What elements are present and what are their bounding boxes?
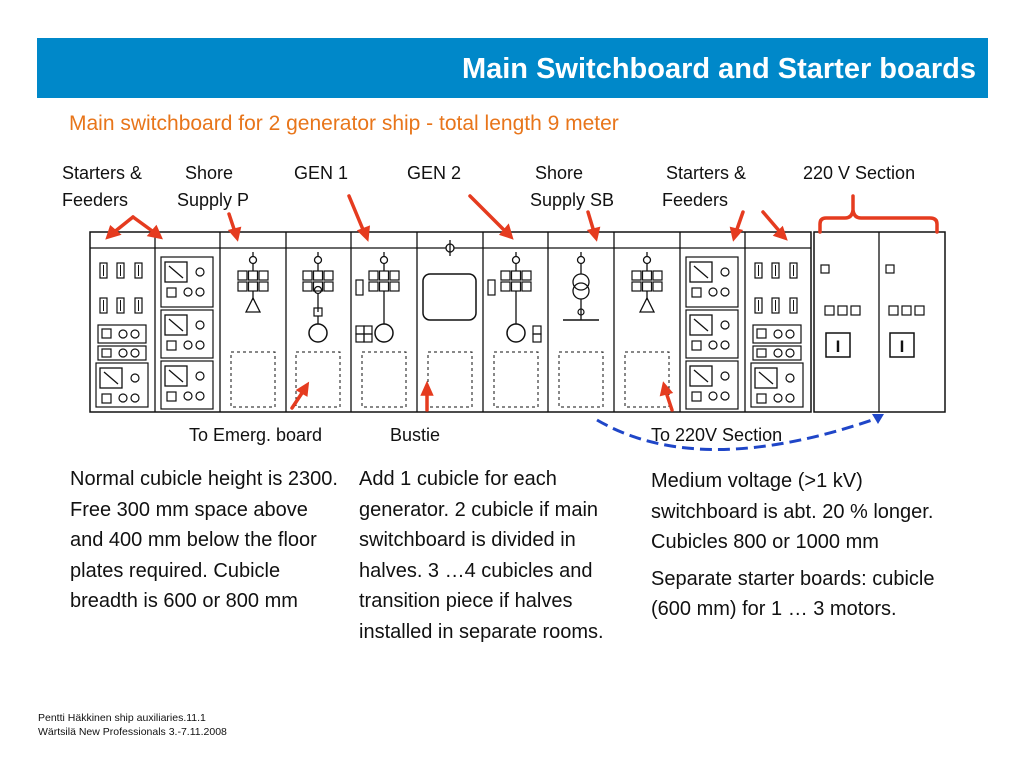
starter-cubicle-port-1 <box>96 263 148 407</box>
label-shore-supply-port: Shore Supply P <box>177 163 250 210</box>
arrow-gen2 <box>470 196 506 232</box>
shore-breaker-sb-cubicle <box>625 252 669 407</box>
note-medium-voltage: Medium voltage (>1 kV) switchboard is abt. 20 % longer. Cubicles 800 or 1000 mm Separate starter boards: cubicle (600 mm) for 1 … 3 motors. <box>651 466 941 625</box>
footer-line-2: Wärtsilä New Professionals 3.-7.11.2008 <box>38 726 227 738</box>
page-title: Main Switchboard and Starter boards <box>461 53 976 85</box>
shore-supply-port-cubicle <box>231 252 275 407</box>
link-arrowhead <box>872 414 884 424</box>
starter-cubicle-sb-1 <box>686 257 738 409</box>
label-to-emerg-board: To Emerg. board <box>189 425 323 445</box>
label-shore-supply-sb: Shore Supply SB <box>530 163 615 210</box>
arrow-gen1 <box>349 196 364 232</box>
gen1-cubicle <box>296 252 340 407</box>
starter-cubicle-sb-2 <box>751 263 803 407</box>
footer <box>38 711 227 739</box>
page-subtitle: Main switchboard for 2 generator ship - total length 9 meter <box>69 112 619 135</box>
note-starter-boards: Separate starter boards: cubicle (600 mm) for 1 … 3 motors. <box>651 567 935 620</box>
gen2-cubicle <box>488 252 541 407</box>
label-bustie: Bustie <box>390 425 441 445</box>
bustie-cubicle <box>423 240 476 407</box>
label-220v-section: 220 V Section <box>803 163 916 183</box>
label-gen2: GEN 2 <box>407 163 462 183</box>
shore-supply-sb-cubicle <box>559 252 603 407</box>
note-generator-cubicles: Add 1 cubicle for each generator. 2 cubicle if main switchboard is divided in halves. 3 …4 cubicles and transition piece if halves installed in separate rooms. <box>359 468 604 643</box>
label-starters-port: Starters & Feeders <box>62 163 143 210</box>
footer-line-1: Pentti Häkkinen ship auxiliaries.11.1 <box>38 712 206 724</box>
label-starters-sb: Starters & Feeders <box>662 163 747 210</box>
note-cubicle-height: Normal cubicle height is 2300. Free 300 mm space above and 400 mm below the floor plates required. Cubicle breadth is 600 or 800 mm <box>70 468 338 612</box>
label-gen1: GEN 1 <box>294 163 349 183</box>
starter-cubicle-port-2 <box>161 257 213 409</box>
label-to-220v-section: To 220V Section <box>651 425 783 445</box>
arrow-starters-sb-b <box>763 212 781 233</box>
gen1-control-cubicle <box>356 252 406 407</box>
panel-letter-2: I <box>899 337 905 356</box>
bracket-220v <box>820 196 937 232</box>
panel-letter-1: I <box>835 337 841 356</box>
section-220v-cubicles <box>814 232 945 412</box>
